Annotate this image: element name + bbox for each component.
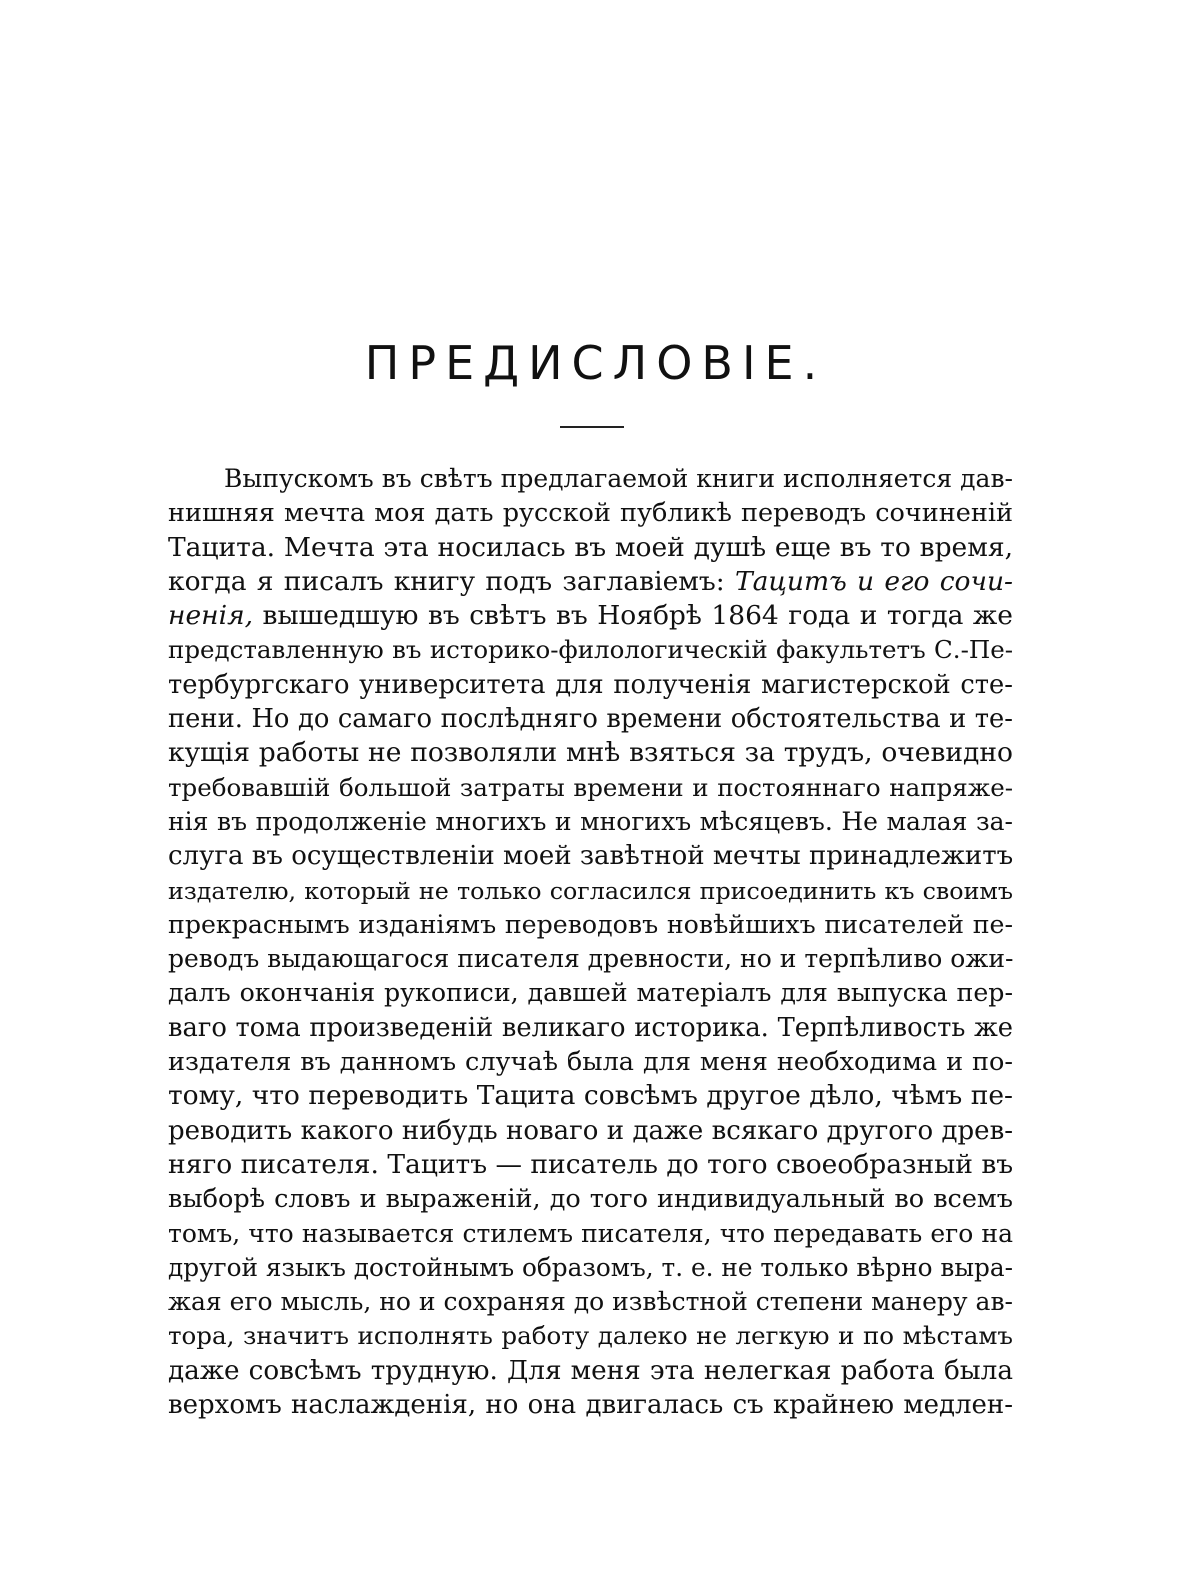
text-line: кущія работы не позволяли мнѣ взяться за трудъ, очевидно xyxy=(168,737,1013,769)
text-line: томъ, что называется стилемъ писателя, что передавать его на xyxy=(168,1218,1013,1248)
text-line: далъ окончанія рукописи, давшей матеріалъ для выпуска пер- xyxy=(168,978,1013,1008)
text-line: нія въ продолженіе многихъ и многихъ мѣсяцевъ. Не малая за- xyxy=(168,806,1013,836)
text-line: требовавшій большой затраты времени и постояннаго напряже- xyxy=(168,772,1013,802)
page-title: ПРЕДИСЛОВІЕ. xyxy=(364,336,827,390)
text-line xyxy=(168,599,1013,633)
text-line: выборѣ словъ и выраженій, до того индивидуальный во всемъ xyxy=(168,1184,1013,1215)
italic-book-title: Тацитъ и его сочи- xyxy=(734,565,1013,597)
text-line: слуга въ осуществленіи моей завѣтной мечты принадлежитъ xyxy=(168,841,1013,872)
text-line: прекраснымъ изданіямъ переводовъ новѣйшихъ писателей пе- xyxy=(168,909,1013,939)
text-line: нишняя мечта моя дать русской публикѣ переводъ сочиненій xyxy=(168,498,1013,529)
text-line: тому, что переводить Тацита совсѣмъ другое дѣло, чѣмъ пе- xyxy=(168,1080,1013,1112)
text-line: жая его мысль, но и сохраняя до извѣстной степени манеру ав- xyxy=(168,1287,1013,1317)
preface-paragraph xyxy=(168,462,1013,1422)
text-line: тора, значитъ исполнять работу далеко не легкую и по мѣстамъ xyxy=(168,1321,1013,1351)
text-line: Тацита. Мечта эта носилась въ моей душѣ еще въ то время, xyxy=(168,531,1013,563)
text-line: даже совсѣмъ трудную. Для меня эта нелегкая работа была xyxy=(168,1355,1013,1386)
text-line: реводъ выдающагося писателя древности, но и терпѣливо ожи- xyxy=(168,944,1013,974)
text-segment: вышедшую въ свѣтъ въ Ноябрѣ 1864 года и тогда же xyxy=(262,600,1013,632)
text-line: верхомъ наслажденія, но она двигалась съ крайнею медлен- xyxy=(168,1390,1013,1421)
text-segment: когда я писалъ книгу подъ заглавіемъ: xyxy=(168,565,725,597)
text-line: Выпускомъ въ свѣтъ предлагаемой книги исполняется дав- xyxy=(224,464,1013,493)
text-line: пени. Но до самаго послѣдняго времени обстоятельства и те- xyxy=(168,704,1013,735)
text-line: ваго тома произведеній великаго историка. Терпѣливость же xyxy=(168,1012,1013,1043)
text-line xyxy=(168,565,1013,599)
text-line: тербургскаго университета для полученія магистерской сте- xyxy=(168,669,1013,700)
text-line: издателя въ данномъ случаѣ была для меня необходима и по- xyxy=(168,1047,1013,1078)
text-line: издателю, который не только согласился присоединить къ своимъ xyxy=(168,876,1013,905)
text-line: реводить какого нибудь новаго и даже всякаго другого древ- xyxy=(168,1115,1013,1146)
italic-book-title-cont: ненія, xyxy=(168,600,254,632)
text-line: другой языкъ достойнымъ образомъ, т. е. не только вѣрно выра- xyxy=(168,1252,1013,1282)
title-divider xyxy=(560,426,624,428)
text-line: представленную въ историко-филологическій факультетъ С.-Пе- xyxy=(168,635,1013,665)
text-line: няго писателя. Тацитъ — писатель до того своеобразный въ xyxy=(168,1148,1013,1180)
